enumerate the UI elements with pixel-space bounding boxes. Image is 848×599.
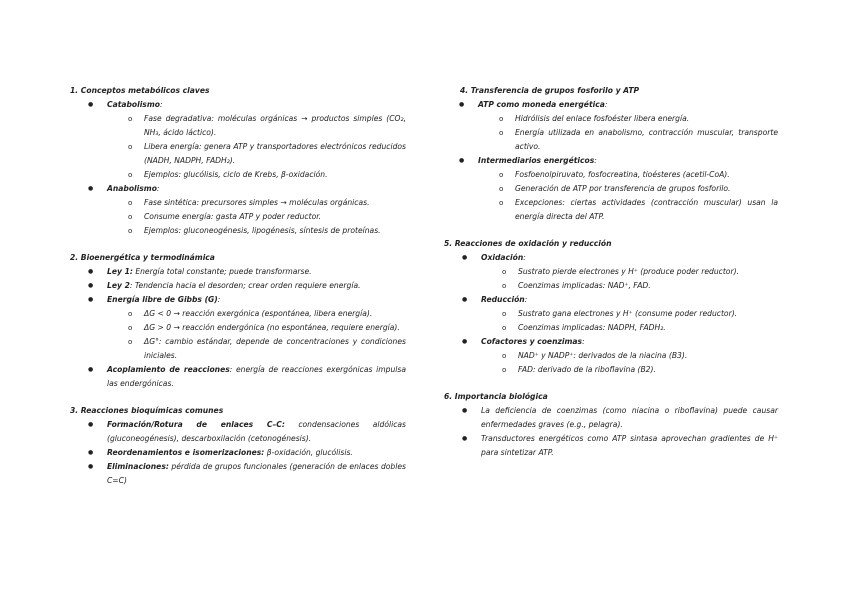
list-item-reduccion	[481, 293, 778, 335]
item-label: Ley 2	[107, 281, 130, 290]
item-colon: :	[156, 184, 160, 193]
list-item-catabolismo	[107, 98, 406, 182]
sub-list	[107, 307, 406, 363]
section-importancia-biologica	[444, 390, 778, 460]
item-text: β-oxidación, glucólisis.	[264, 448, 353, 457]
sub-item: o ΔG < 0 → reacción exergónica (espontánea, libera energía).	[144, 307, 406, 321]
item-label: Cofactores y coenzimas	[481, 337, 583, 346]
list-item-ley2	[107, 279, 406, 293]
item-colon: :	[582, 337, 585, 346]
item-label: Ley 1:	[107, 267, 133, 276]
sub-list	[478, 112, 778, 154]
section-title: 2. Bioenergética y termodinámica	[70, 253, 215, 262]
sub-item: o Energía utilizada en anabolismo, contracción muscular, transporte activo.	[515, 126, 778, 154]
section-title: 6. Importancia biológica	[444, 392, 548, 401]
item-label: Anabolismo	[107, 184, 157, 193]
sub-item: o Libera energía: genera ATP y transportadores electrónicos reducidos (NADH, NADPH, FADH₂).	[144, 140, 406, 168]
sub-item: o Sustrato pierde electrones y H⁺ (produce poder reductor).	[518, 265, 778, 279]
sub-item: o ΔG > 0 → reacción endergónica (no espontánea, requiere energía).	[144, 321, 406, 335]
list-item: ● La deficiencia de coenzimas (como niacina o riboflavina) puede causar enfermedades graves (e.g., pelagra).	[481, 404, 778, 432]
section-oxidacion-reduccion	[444, 237, 778, 377]
bullet-list	[70, 98, 406, 238]
sub-item: o Ejemplos: gluconeogénesis, lipogénesis, síntesis de proteínas.	[144, 224, 406, 238]
bullet-list	[70, 265, 406, 391]
item-colon: :	[523, 253, 526, 262]
item-label: Eliminaciones:	[107, 462, 169, 471]
left-column	[70, 84, 406, 488]
item-label: Formación/Rotura de enlaces C–C:	[107, 420, 285, 429]
item-label: Acoplamiento de reacciones	[107, 365, 230, 374]
item-colon: :	[524, 295, 528, 304]
bullet-list	[70, 418, 406, 488]
item-label: Energía libre de Gibbs (G)	[107, 295, 218, 304]
sub-list	[481, 349, 778, 377]
sub-list	[481, 307, 778, 335]
item-label: ATP como moneda energética	[478, 100, 605, 109]
list-item-reordenamientos	[107, 446, 406, 460]
list-item-eliminaciones	[107, 460, 406, 488]
item-colon: :	[217, 295, 221, 304]
list-item-atp	[478, 98, 778, 154]
item-label: Intermediarios energéticos	[478, 156, 595, 165]
item-text: : Tendencia hacia el desorden; crear orden requiere energía.	[129, 281, 361, 290]
item-label: Catabolismo	[107, 100, 160, 109]
bullet-list	[444, 251, 778, 377]
item-colon: :	[604, 100, 608, 109]
sub-list	[478, 168, 778, 224]
bullet-list	[444, 404, 778, 460]
item-label: Oxidación	[481, 253, 524, 262]
sub-item: o NAD⁺ y NADP⁺: derivados de la niacina (B3).	[518, 349, 778, 363]
sub-item: o Fase degradativa: moléculas orgánicas → productos simples (CO₂, NH₃, ácido láctico).	[144, 112, 406, 140]
item-colon: :	[159, 100, 163, 109]
list-item: ● Transductores energéticos como ATP sintasa aprovechan gradientes de H⁺ para sintetizar ATP.	[481, 432, 778, 460]
list-item-gibbs	[107, 293, 406, 363]
list-item-acoplamiento	[107, 363, 406, 391]
sub-list	[481, 265, 778, 293]
item-label: Reordenamientos e isomerizaciones:	[107, 448, 265, 457]
sub-list	[107, 196, 406, 238]
section-title: 1. Conceptos metabólicos claves	[70, 86, 210, 95]
section-title: 4. Transferencia de grupos fosforilo y ATP	[460, 86, 640, 95]
section-title: 5. Reacciones de oxidación y reducción	[444, 239, 612, 248]
item-text: Energía total constante; puede transformarse.	[132, 267, 312, 276]
right-column	[444, 84, 778, 460]
section-reacciones-comunes	[70, 404, 406, 488]
sub-item: o Coenzimas implicadas: NADPH, FADH₂.	[518, 321, 778, 335]
sub-item: o FAD: derivado de la riboflavina (B2).	[518, 363, 778, 377]
sub-item: o Ejemplos: glucólisis, ciclo de Krebs, β-oxidación.	[144, 168, 406, 182]
list-item-oxidacion	[481, 251, 778, 293]
item-label: Reducción	[481, 295, 525, 304]
bullet-list	[444, 98, 778, 224]
sub-item: o Fosfoenolpiruvato, fosfocreatina, tioésteres (acetil-CoA).	[515, 168, 778, 182]
sub-item: o Generación de ATP por transferencia de grupos fosforilo.	[515, 182, 778, 196]
list-item-intermediarios	[478, 154, 778, 224]
section-transferencia-fosforilo	[444, 84, 778, 224]
list-item-formacion	[107, 418, 406, 446]
sub-list	[107, 112, 406, 182]
sub-item: o Sustrato gana electrones y H⁺ (consume poder reductor).	[518, 307, 778, 321]
section-bioenergetica	[70, 251, 406, 391]
list-item-cofactores	[481, 335, 778, 377]
list-item-ley1	[107, 265, 406, 279]
sub-item: o ΔG°: cambio estándar, depende de concentraciones y condiciones iniciales.	[144, 335, 406, 363]
item-text: pérdida de grupos funcionales (generación de enlaces dobles C=C)	[107, 462, 406, 485]
sub-item: o Hidrólisis del enlace fosfoéster libera energía.	[515, 112, 778, 126]
section-conceptos-metabolicos	[70, 84, 406, 238]
sub-item: o Consume energía: gasta ATP y poder reductor.	[144, 210, 406, 224]
sub-item: o Coenzimas implicadas: NAD⁺, FAD.	[518, 279, 778, 293]
sub-item: o Excepciones: ciertas actividades (contracción muscular) usan la energía directa del ATP.	[515, 196, 778, 224]
item-text: condensaciones aldólicas (gluconeogénesis), descarboxilación (cetonogénesis).	[107, 420, 407, 443]
item-colon: :	[594, 156, 597, 165]
section-title: 3. Reacciones bioquímicas comunes	[70, 406, 224, 415]
sub-item: o Fase sintética: precursores simples → moléculas orgánicas.	[144, 196, 406, 210]
list-item-anabolismo	[107, 182, 406, 238]
item-text: : energía de reacciones exergónicas impulsa las endergónicas.	[107, 365, 406, 388]
